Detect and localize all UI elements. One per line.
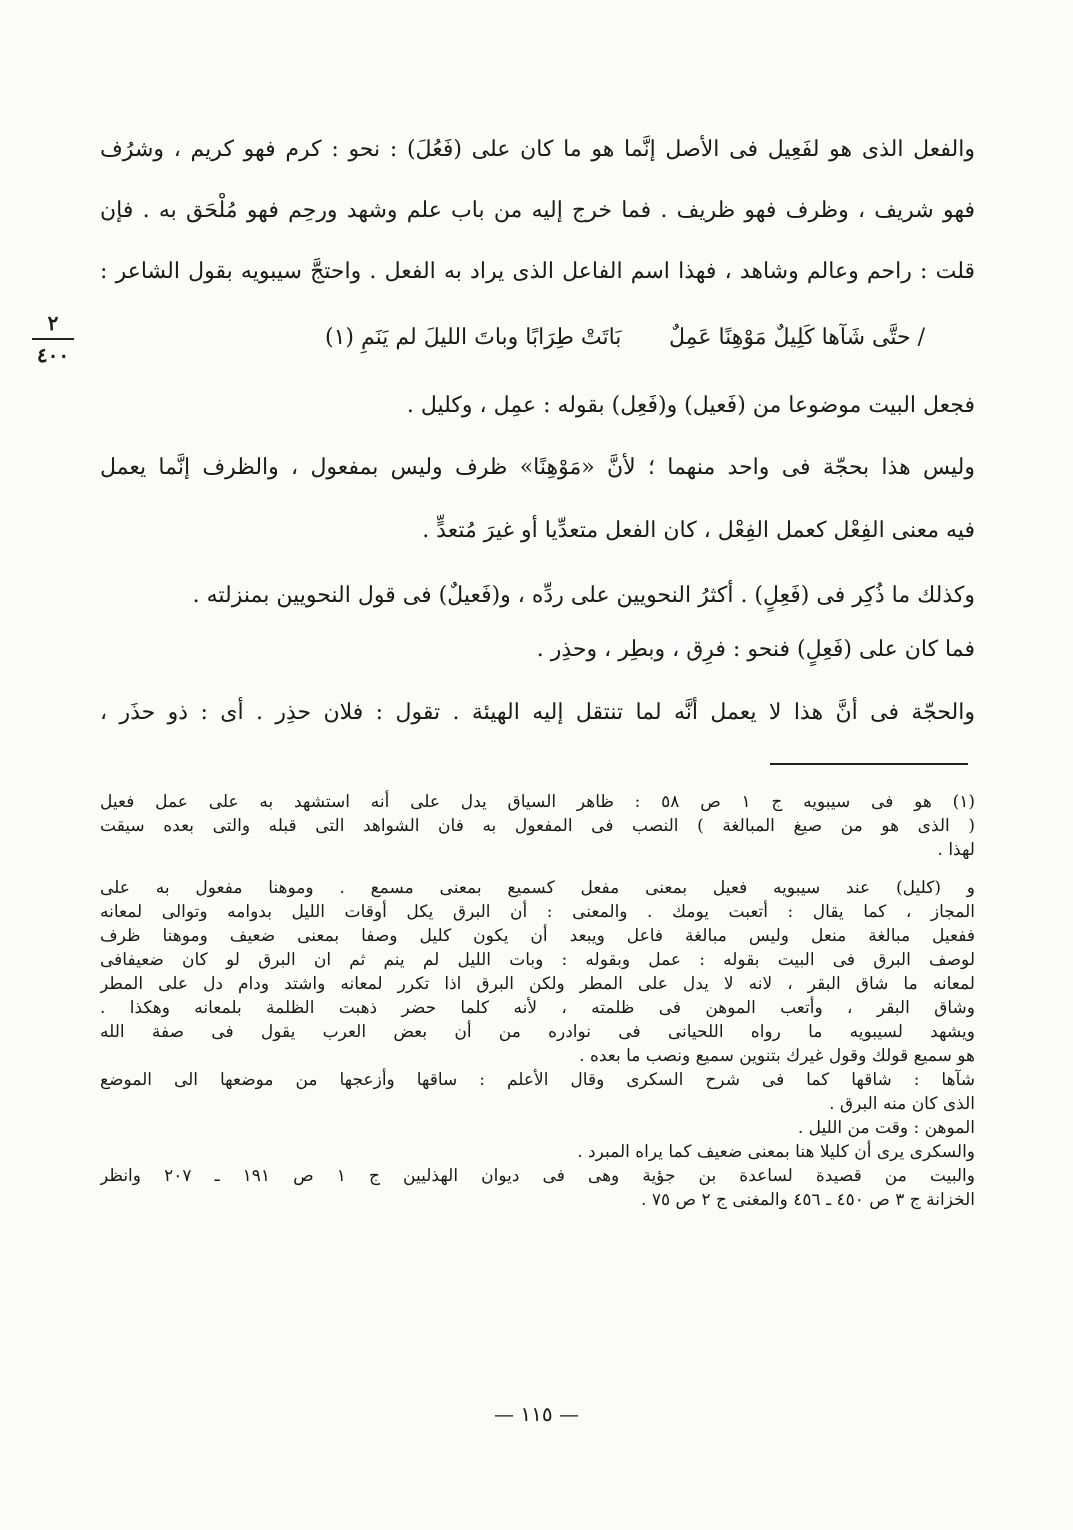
footnote-line: (١) هو فى سيبويه ج ١ ص ٥٨ : ظاهر السياق يدل على أنه استشهد به على عمل فعيل <box>100 792 975 812</box>
verse-first-hemistich: / حتَّى شَآها كَلِيلٌ مَوْهِنًا عَمِلٌ <box>668 325 925 350</box>
margin-note-top: ٢ <box>47 311 59 335</box>
paragraph-line: فما كان على (فَعِلٍ) فنحو : فرِق ، وبطِر ، وحذِر . <box>536 637 975 662</box>
main-line: والفعل الذى هو لفَعِيل فى الأصل إنَّما هو ما كان على (فَعُلَ) : نحو : كرم فهو كريم ، وشرُف <box>100 137 975 162</box>
footnote-line: و (كليل) عند سيبويه فعيل بمعنى مفعل كسميع بمعنى مسمع . وموهنا مفعول به على <box>100 878 975 898</box>
paragraph-line: وليس هذا بحجّة فى واحد منهما ؛ لأنَّ «مَوْهِنًا» ظرف وليس بمفعول ، والظرف إنَّما يعمل <box>100 455 975 480</box>
paragraph-line: فيه معنى الفِعْل كعمل الفِعْل ، كان الفعل متعدِّيا أو غيرَ مُتعدٍّ . <box>422 518 975 543</box>
main-line: فهو شريف ، وظرف فهو ظريف . فما خرج إليه من باب علم وشهد ورحِم فهو مُلْحَق به . فإن <box>100 198 975 223</box>
main-line: قلت : راحم وعالم وشاهد ، فهذا اسم الفاعل الذى يراد به الفعل . واحتجَّ سيبويه بقول الشاعر : <box>100 259 975 284</box>
footnote-line: هو سميع قولك وقول غيرك بتنوين سميع ونصب ما بعده . <box>579 1046 975 1066</box>
footnotes <box>100 790 975 1212</box>
margin-note-bar <box>32 338 74 340</box>
footnote-line: الموهن : وقت من الليل . <box>797 1118 975 1138</box>
footnote-line: وشاق البقر ، وأتعب الموهن فى ظلمته ، لأنه كلما حضر ذهبت الظلمة بلمعانه وهكذا . <box>100 998 975 1018</box>
footnote-line: ويشهد لسيبويه ما رواه اللحيانى فى نوادره من أن بعض العرب يقول فى صفة الله <box>100 1022 975 1042</box>
footnote-line: شآها : شاقها كما فى شرح السكرى وقال الأعلم : ساقها وأزعجها من موضعها الى الموضع <box>100 1070 975 1090</box>
footnote-line: لمعانه ما شاق البقر ، لانه لا يدل على المطر ولكن البرق اذا تكرر لمعانه واشتد ودام دل على المطر <box>100 974 975 994</box>
footnote-separator <box>770 763 968 765</box>
footnote-line: لوصف البرق فى البيت بقوله : عمل وبقوله : وبات الليل لم ينم ثم ان البرق لو كان ضعيفافى <box>100 950 975 970</box>
paragraph-line: وكذلك ما ذُكِر فى (فَعِلٍ) . أكثرُ النحويين على ردِّه ، و(فَعيلٌ) فى قول النحويين بمنزلته . <box>192 583 975 608</box>
footnote-line: ففعيل مبالغة منعل وليس مبالغة فاعل ويبعد أن يكون كليل وصفا بمعنى ضعيف وموهنا ظرف <box>100 926 975 946</box>
footnote-line: الخزانة ج ٣ ص ٤٥٠ ـ ٤٥٦ والمغنى ج ٢ ص ٧٥ . <box>641 1190 975 1210</box>
footnote-line: لهذا . <box>937 840 975 860</box>
margin-note-bottom: ٤٠٠ <box>36 343 70 367</box>
paragraph-line: والحجّة فى أنَّ هذا لا يعمل أنَّه لما تنتقل إليه الهيئة . تقول : فلان حذِر . أى : ذو حذَر ، <box>100 700 975 725</box>
footnote-line: الذى كان منه البرق . <box>829 1094 975 1114</box>
footnote-line: والبيت من قصيدة لساعدة بن جؤية وهى فى ديوان الهذليين ج ١ ص ١٩١ ـ ٢٠٧ وانظر <box>100 1166 975 1186</box>
verse <box>325 320 925 356</box>
footnote-line: ( الذى هو من صيغ المبالغة ) النصب فى المفعول به فان الشواهد التى قبله والتى بعده سيقت <box>100 816 975 836</box>
margin-note <box>28 310 78 368</box>
paragraph-line: فجعل البيت موضوعا من (فَعيل) و(فَعِل) بقوله : عمِل ، وكليل . <box>406 393 975 418</box>
page-number: — ١١٥ — <box>494 1402 579 1426</box>
verse-second-hemistich: بَاتَتْ طِرَابًا وباتَ الليلَ لم يَنَمِ (١) <box>325 325 622 350</box>
footnote-line: المجاز ، كما يقال : أتعبت يومك . والمعنى : أن البرق يكل أوقات الليل بدوامه وتوالى لمعانه <box>100 902 975 922</box>
footnote-line: والسكرى يرى أن كليلا هنا بمعنى ضعيف كما يراه المبرد . <box>577 1142 975 1162</box>
